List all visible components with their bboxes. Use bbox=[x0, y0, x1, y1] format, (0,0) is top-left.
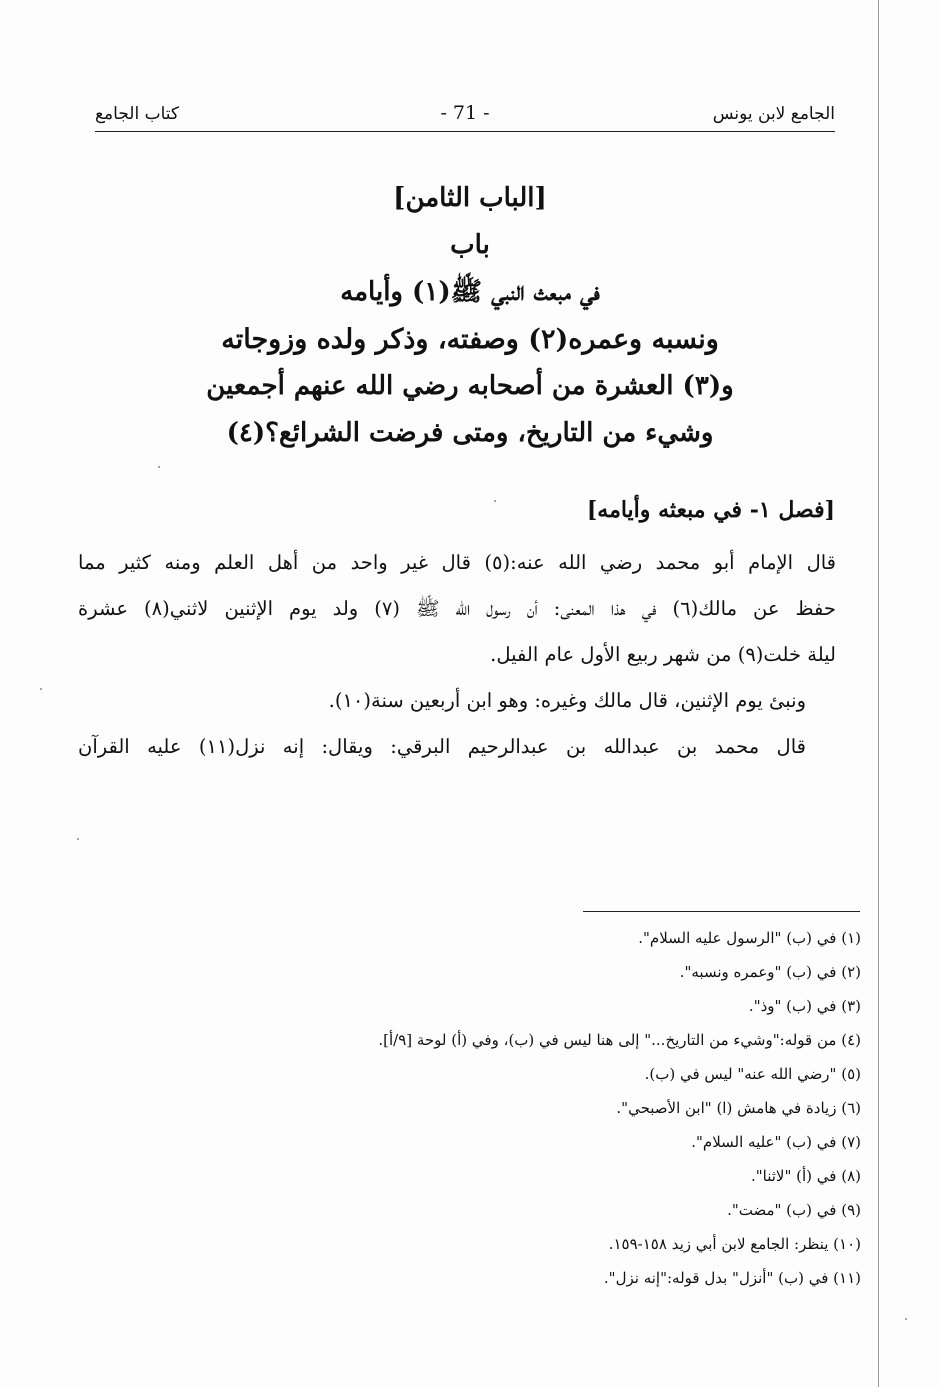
footnotes bbox=[300, 923, 861, 1297]
chapter-title-line-2: ونسبه وعمره(٢) وصفته، وذكر ولده وزوجاته bbox=[221, 324, 719, 355]
footnote: (٤) من قوله:"وشيء من التاريخ..." إلى هنا ليس في (ب)، وفي (أ) لوحة [٩/أ]. bbox=[378, 1031, 861, 1049]
chapter-title-line-3: و(٣) العشرة من أصحابه رضي الله عنهم أجمعين bbox=[206, 371, 734, 401]
footnote: (٣) في (ب) "وذ". bbox=[748, 997, 861, 1015]
footnote: (٨) في (أ) "لاثنا". bbox=[750, 1167, 861, 1185]
body-line: حفظ عن مالك(٦) في هذا المعنى: أن رسول الله ﷺ (٧) ولد يوم الإثنين لاثني(٨) عشرة bbox=[78, 597, 836, 620]
footnote: (٩) في (ب) "مضت". bbox=[727, 1201, 861, 1219]
footnote: (٧) في (ب) "عليه السلام". bbox=[691, 1133, 861, 1151]
footnote: (٢) في (ب) "وعمره ونسبه". bbox=[679, 963, 861, 981]
footnote: (١) في (ب) "الرسول عليه السلام". bbox=[638, 929, 861, 947]
chapter-title-line-1: في مبعث النبي ﷺ(١) وأيامه bbox=[340, 277, 600, 307]
footnote: (٦) زيادة في هامش (ا) "ابن الأصبحي". bbox=[616, 1099, 861, 1117]
body-line: قال الإمام أبو محمد رضي الله عنه:(٥) قال غير واحد من أهل العلم ومنه كثير مما bbox=[78, 551, 837, 574]
scan-speck bbox=[494, 500, 496, 502]
scan-speck bbox=[40, 688, 42, 690]
chapter-bab-label: باب bbox=[450, 230, 490, 260]
body-text bbox=[78, 543, 836, 773]
running-header-section-title: كتاب الجامع bbox=[95, 104, 180, 124]
section-heading: [فصل ١- في مبعثه وأيامه] bbox=[586, 497, 835, 523]
header-rule bbox=[95, 131, 835, 132]
page-edge-line bbox=[878, 0, 879, 1387]
body-line: قال محمد بن عبدالله بن عبدالرحيم البرقي: ويقال: إنه نزل(١١) عليه القرآن bbox=[78, 735, 806, 758]
chapter-bracket-title: [الباب الثامن] bbox=[393, 183, 547, 213]
scan-speck bbox=[77, 838, 79, 840]
footnote: (٥) "رضي الله عنه" ليس في (ب). bbox=[644, 1065, 861, 1083]
footnote-rule bbox=[583, 911, 860, 912]
chapter-title-line-4: وشيء من التاريخ، ومتى فرضت الشرائع؟(٤) bbox=[226, 418, 714, 448]
scan-speck bbox=[158, 466, 160, 468]
body-line: ليلة خلت(٩) من شهر ربيع الأول عام الفيل. bbox=[490, 643, 836, 666]
scan-speck bbox=[905, 1318, 907, 1320]
chapter-heading bbox=[140, 175, 800, 457]
body-line: ونبئ يوم الإثنين، قال مالك وغيره: وهو ابن أربعين سنة(١٠). bbox=[328, 689, 806, 712]
running-header bbox=[95, 100, 835, 132]
footnote: (١٠) ينظر: الجامع لابن أبي زيد ١٥٨-١٥٩. bbox=[608, 1235, 861, 1253]
footnote: (١١) في (ب) "أنزل" بدل قوله:"إنه نزل". bbox=[603, 1269, 861, 1287]
page-number: - 71 - bbox=[440, 102, 490, 124]
running-header-book-title: الجامع لابن يونس bbox=[712, 104, 835, 124]
